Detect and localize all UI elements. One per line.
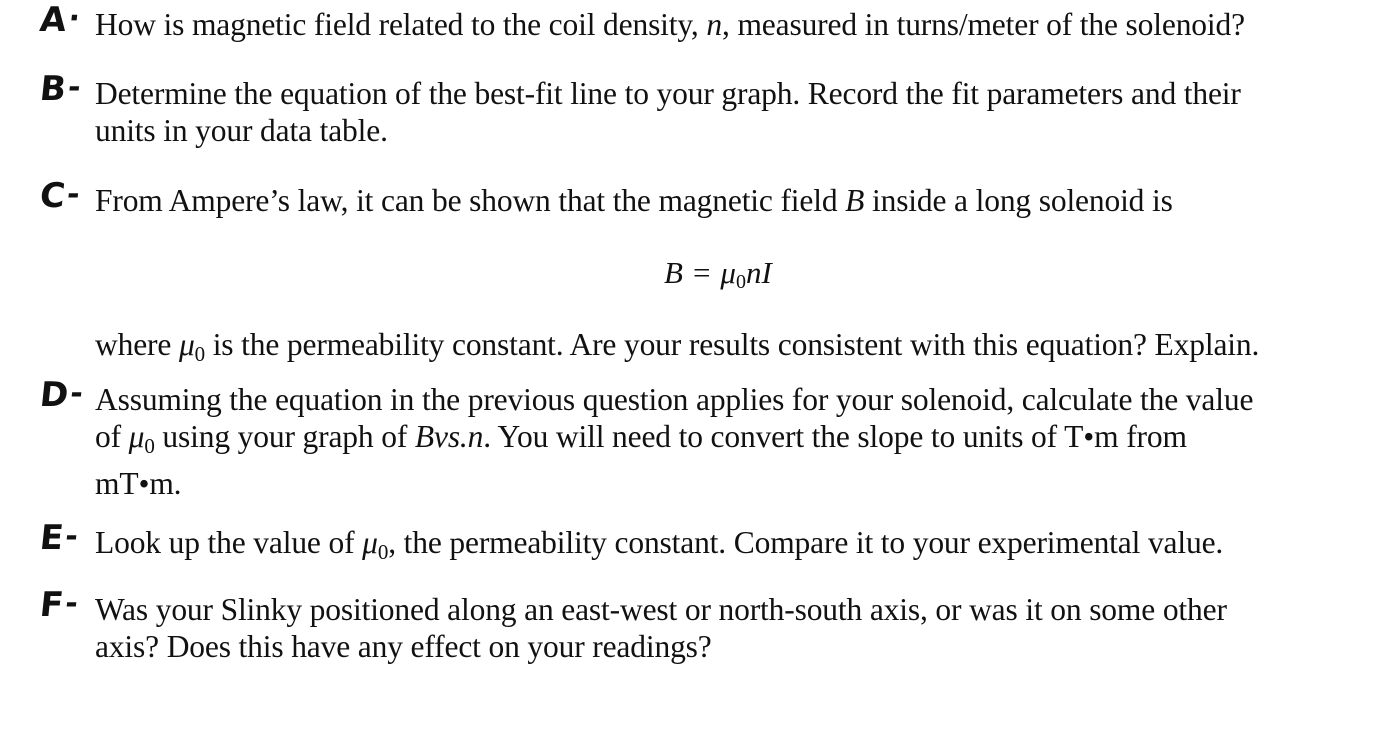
- question-e-text: Look up the value of $\mu_0$, the permeability constant. Compare it to your experimental value.: [95, 525, 1224, 564]
- question-b-text: Determine the equation of the best-fit line to your graph. Record the fit parameters and their units in your data table.: [95, 76, 1241, 148]
- question-c-text: From Ampere’s law, it can be shown that the magnetic field B inside a long solenoid is: [95, 183, 1173, 218]
- question-f-marker: F-: [37, 585, 79, 625]
- question-d-marker: D-: [37, 375, 84, 415]
- question-d-text: Assuming the equation in the previous question applies for your solenoid, calculate the value of $\mu_0$ using your graph of Bvs.n. You will need to convert the slope to units of T•m from mT•m.: [95, 382, 1254, 501]
- question-f-text: Was your Slinky positioned along an east-west or north-south axis, or was it on some other axis? Does this have any effect on your readings?: [95, 592, 1227, 664]
- question-a-marker: A·: [37, 0, 81, 40]
- question-a-text: How is magnetic field related to the coil density, n, measured in turns/meter of the solenoid?: [95, 7, 1245, 42]
- ampere-equation: $B = \mu_0nI$: [664, 255, 772, 293]
- question-c-text-2: where $\mu_0$ is the permeability constant. Are your results consistent with this equation? Explain.: [95, 327, 1260, 366]
- question-b-marker: B-: [37, 69, 82, 109]
- question-c-marker: C-: [37, 176, 81, 216]
- question-e-marker: E-: [37, 518, 79, 558]
